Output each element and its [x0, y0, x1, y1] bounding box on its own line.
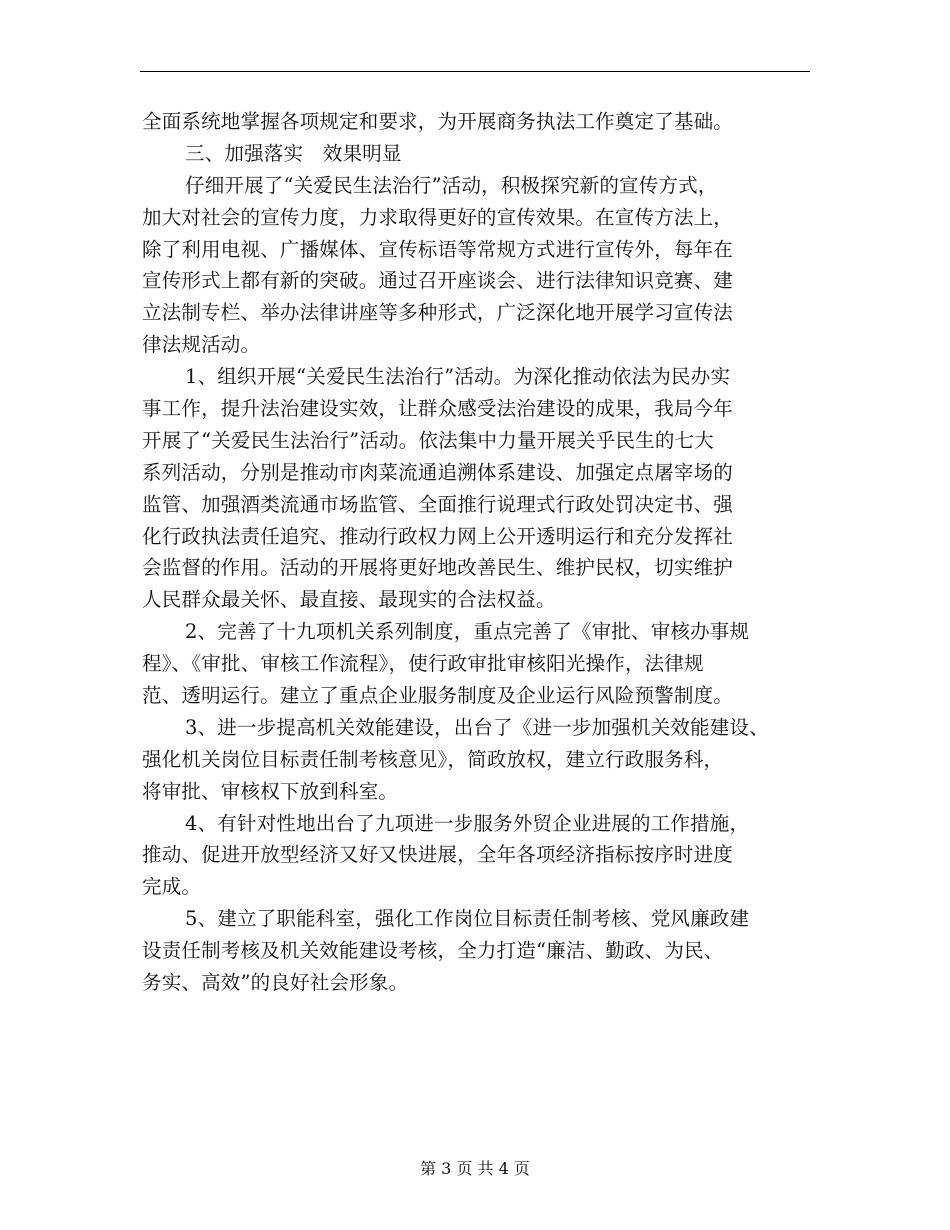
text-line: 律法规活动。: [142, 333, 261, 357]
text-line: 5、建立了职能科室，强化工作岗位目标责任制考核、党风廉政建: [185, 907, 750, 931]
page-number-footer: 第 3 页 共 4 页: [420, 1159, 530, 1178]
text-line: 监管、加强酒类流通市场监管、全面推行说理式行政处罚决定书、强: [142, 492, 734, 516]
text-line: 人民群众最关怀、最直接、最现实的合法权益。: [142, 588, 556, 612]
text-line: 仔细开展了“关爱民生法治行”活动，积极探究新的宣传方式，: [185, 173, 718, 197]
header-divider: [140, 71, 810, 72]
text-line: 会监督的作用。活动的开展将更好地改善民生、维护民权，切实维护: [142, 556, 734, 580]
text-line: 程》、《审批、审核工作流程》，使行政审批审核阳光操作，法律规: [142, 652, 704, 676]
text-line: 2、完善了十九项机关系列制度，重点完善了《审批、审核办事规: [185, 620, 750, 644]
text-line: 完成。: [142, 875, 202, 899]
document-body: [142, 106, 822, 999]
text-line: 加大对社会的宣传力度，力求取得更好的宣传效果。在宣传方法上，: [142, 205, 734, 229]
section-heading: 三、加强落实 效果明显: [185, 141, 402, 165]
text-line: 务实、高效”的良好社会形象。: [142, 971, 409, 995]
text-line: 事工作，提升法治建设实效，让群众感受法治建设的成果，我局今年: [142, 397, 734, 421]
text-line: 设责任制考核及机关效能建设考核，全力打造“廉洁、勤政、为民、: [142, 939, 724, 963]
text-line: 范、透明运行。建立了重点企业服务制度及企业运行风险预警制度。: [142, 684, 734, 708]
text-line: 化行政执法责任追究、推动行政权力网上公开透明运行和充分发挥社: [142, 524, 734, 548]
text-line: 推动、促进开放型经济又好又快进展，全年各项经济指标按序时进度: [142, 843, 734, 867]
text-line: 将审批、审核权下放到科室。: [142, 779, 399, 803]
text-line: 开展了“关爱民生法治行”活动。依法集中力量开展关乎民生的七大: [142, 428, 714, 452]
text-line: 3、进一步提高机关效能建设，出台了《进一步加强机关效能建设、: [185, 715, 769, 739]
text-line: 4、有针对性地出台了九项进一步服务外贸企业进展的工作措施，: [185, 811, 750, 835]
text-line: 全面系统地掌握各项规定和要求，为开展商务执法工作奠定了基础。: [142, 110, 734, 133]
text-line: 1、组织开展“关爱民生法治行”活动。为深化推动依法为民办实: [185, 365, 731, 389]
text-line: 强化机关岗位目标责任制考核意见》，简政放权，建立行政服务科，: [142, 747, 724, 771]
text-line: 系列活动，分别是推动市肉菜流通追溯体系建设、加强定点屠宰场的: [142, 460, 734, 484]
text-line: 除了利用电视、广播媒体、宣传标语等常规方式进行宣传外，每年在: [142, 237, 734, 261]
text-line: 立法制专栏、举办法律讲座等多种形式，广泛深化地开展学习宣传法: [142, 301, 734, 325]
text-line: 宣传形式上都有新的突破。通过召开座谈会、进行法律知识竞赛、建: [142, 269, 734, 293]
